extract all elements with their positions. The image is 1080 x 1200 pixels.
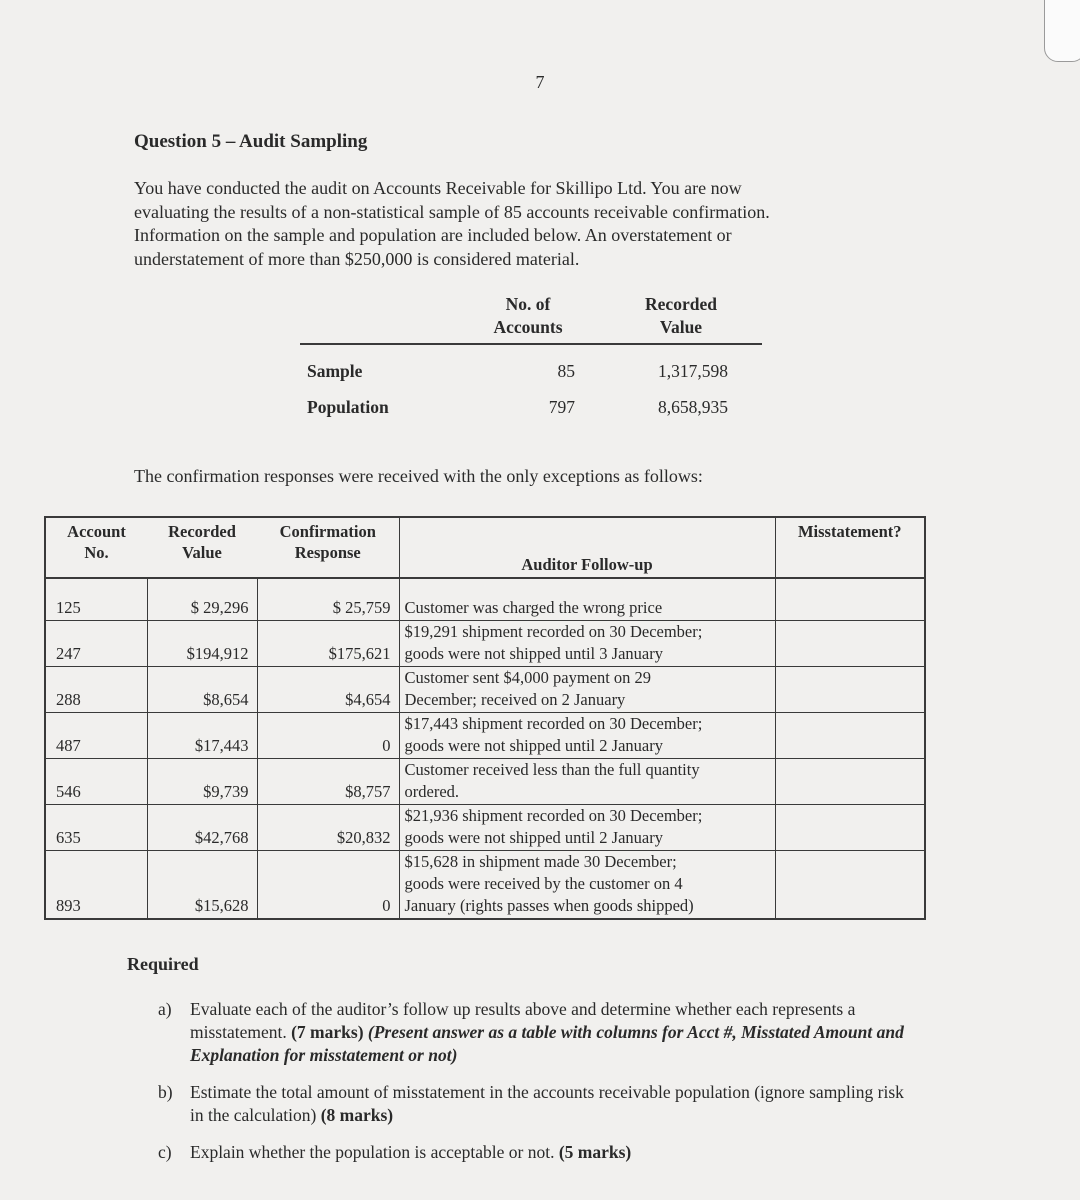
row-accounts: 85	[557, 361, 575, 381]
follow-up-line: $17,443 shipment recorded on 30 December;	[404, 714, 703, 733]
col-confirmation-response	[257, 517, 399, 578]
follow-up-line: goods were received by the customer on 4	[404, 874, 683, 893]
follow-up-line: goods were not shipped until 2 January	[404, 828, 663, 847]
header-text: Response	[294, 543, 361, 562]
item-note: (Present answer as a table with columns for Acct #, Misstated Amount and Explanation for misstatement or not)	[190, 1022, 904, 1065]
required-item-c	[158, 1141, 918, 1164]
item-text: Estimate the total amount of misstatement in the accounts receivable population (ignore sampling risk in the calculation)	[190, 1082, 904, 1125]
page-number: 7	[535, 72, 545, 92]
table-row	[45, 621, 925, 667]
auditor-follow-up	[399, 621, 775, 667]
col-misstatement: Misstatement?	[775, 517, 925, 578]
intro-line: Information on the sample and population are included below. An overstatement or	[134, 225, 732, 245]
recorded-value: $15,628	[147, 851, 257, 920]
page-corner-edge	[1044, 0, 1080, 62]
auditor-follow-up	[399, 759, 775, 805]
account-no: 893	[45, 851, 147, 920]
col-recorded-value	[147, 517, 257, 578]
item-marks: (5 marks)	[558, 1142, 632, 1162]
header-text: Accounts	[493, 317, 563, 337]
recorded-value: $ 29,296	[147, 578, 257, 621]
confirmation-response: $20,832	[257, 805, 399, 851]
row-value: 1,317,598	[658, 361, 728, 381]
follow-up-line: goods were not shipped until 3 January	[404, 644, 663, 663]
confirmation-response: 0	[257, 713, 399, 759]
item-marks: (7 marks)	[291, 1022, 364, 1042]
table-header-row	[45, 517, 925, 578]
confirmation-response: $4,654	[257, 667, 399, 713]
summary-header	[300, 293, 762, 345]
item-text: Explain whether the population is acceptable or not.	[190, 1142, 555, 1162]
follow-up-line: December; received on 2 January	[404, 690, 626, 709]
misstatement-cell[interactable]	[775, 578, 925, 621]
required-item-b	[158, 1081, 918, 1127]
recorded-value: $9,739	[147, 759, 257, 805]
recorded-value: $42,768	[147, 805, 257, 851]
table-row	[45, 713, 925, 759]
required-item-a	[158, 998, 918, 1067]
table-row	[45, 851, 925, 920]
confirmation-response: $ 25,759	[257, 578, 399, 621]
confirmation-response: $8,757	[257, 759, 399, 805]
confirmation-response: 0	[257, 851, 399, 920]
header-text: Account	[67, 522, 126, 541]
header-text: No. of	[505, 294, 551, 314]
recorded-value: $194,912	[147, 621, 257, 667]
account-no: 125	[45, 578, 147, 621]
table-row	[45, 805, 925, 851]
intro-line: evaluating the results of a non-statistical sample of 85 accounts receivable confirmation.	[134, 201, 770, 222]
question-intro	[134, 177, 914, 271]
account-no: 247	[45, 621, 147, 667]
recorded-value: $8,654	[147, 667, 257, 713]
follow-up-line: $19,291 shipment recorded on 30 December;	[404, 622, 703, 641]
header-text: Confirmation	[279, 522, 376, 541]
account-no: 546	[45, 759, 147, 805]
question-title: Question 5 – Audit Sampling	[134, 131, 368, 152]
auditor-follow-up	[399, 667, 775, 713]
header-text: Recorded	[168, 522, 236, 541]
row-value: 8,658,935	[658, 397, 728, 417]
follow-up-line: Customer received less than the full quantity	[404, 760, 700, 779]
account-no: 635	[45, 805, 147, 851]
col-auditor-follow-up: Auditor Follow-up	[399, 517, 775, 578]
auditor-follow-up	[399, 713, 775, 759]
auditor-follow-up	[399, 805, 775, 851]
intro-line: understatement of more than $250,000 is considered material.	[134, 248, 580, 269]
required-heading: Required	[127, 954, 199, 974]
item-letter: a)	[158, 999, 172, 1019]
header-text: Value	[659, 317, 703, 337]
misstatement-cell[interactable]	[775, 667, 925, 713]
recorded-value: $17,443	[147, 713, 257, 759]
exceptions-intro: The confirmation responses were received with the only exceptions as follows:	[134, 466, 703, 486]
auditor-follow-up	[399, 578, 775, 621]
header-text: Recorded	[645, 294, 717, 314]
item-letter: c)	[158, 1142, 172, 1162]
follow-up-line: $15,628 in shipment made 30 December;	[404, 852, 677, 871]
misstatement-cell[interactable]	[775, 805, 925, 851]
follow-up-line: January (rights passes when goods shipped)	[404, 896, 694, 915]
summary-row-sample	[300, 357, 762, 393]
header-text: No.	[84, 543, 109, 562]
auditor-follow-up	[399, 851, 775, 920]
follow-up-line: Customer sent $4,000 payment on 29	[404, 668, 652, 687]
table-row	[45, 667, 925, 713]
follow-up-line: $21,936 shipment recorded on 30 December;	[404, 806, 703, 825]
misstatement-cell[interactable]	[775, 851, 925, 920]
col-account	[45, 517, 147, 578]
confirmation-response: $175,621	[257, 621, 399, 667]
account-no: 288	[45, 667, 147, 713]
account-no: 487	[45, 713, 147, 759]
table-row	[45, 578, 925, 621]
follow-up-line: ordered.	[404, 782, 460, 801]
item-marks: (8 marks)	[320, 1105, 394, 1125]
row-label: Sample	[307, 361, 363, 381]
table-row	[45, 759, 925, 805]
misstatement-cell[interactable]	[775, 713, 925, 759]
header-recorded-value	[616, 293, 746, 339]
misstatement-cell[interactable]	[775, 759, 925, 805]
item-letter: b)	[158, 1082, 173, 1102]
required-list	[158, 998, 918, 1178]
header-no-of-accounts	[470, 293, 586, 339]
follow-up-line: goods were not shipped until 2 January	[404, 736, 663, 755]
misstatement-cell[interactable]	[775, 621, 925, 667]
sample-population-table	[300, 293, 762, 429]
follow-up-line: Customer was charged the wrong price	[404, 598, 663, 617]
summary-row-population	[300, 393, 762, 429]
exceptions-table	[44, 516, 926, 920]
intro-line: You have conducted the audit on Accounts Receivable for Skillipo Ltd. You are now	[134, 178, 742, 198]
row-label: Population	[307, 397, 389, 417]
header-text: Value	[182, 543, 222, 562]
row-accounts: 797	[548, 397, 575, 417]
item-text: Evaluate each of the auditor’s follow up results above and determine whether each represents a misstatement.	[190, 999, 856, 1042]
